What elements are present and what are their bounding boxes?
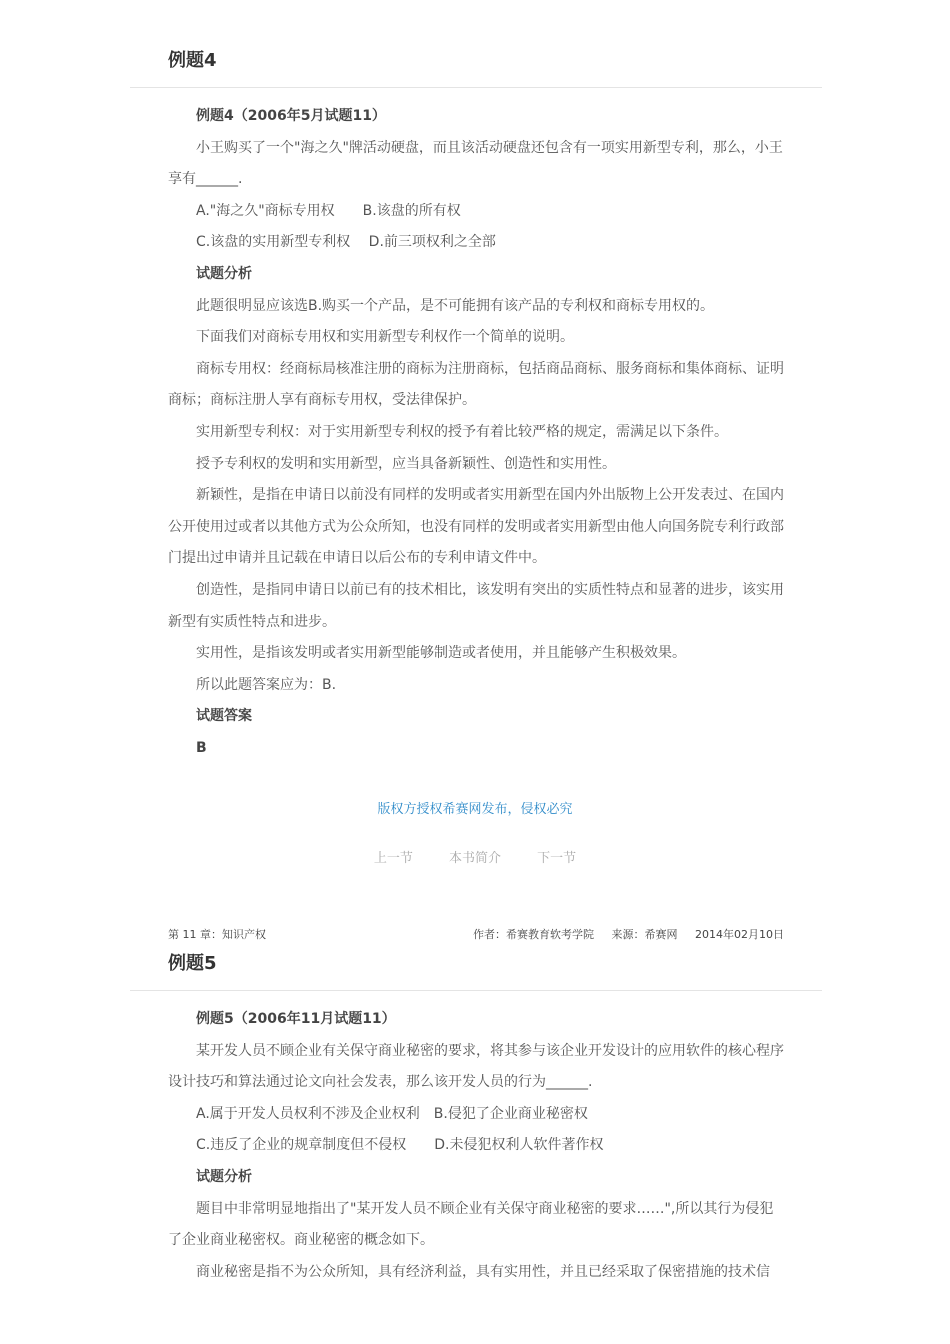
bold-paragraph: 试题答案 bbox=[196, 708, 252, 725]
section-title-example-4: 例题4 bbox=[168, 50, 217, 71]
chapter-navigation bbox=[0, 847, 950, 866]
book-intro-link[interactable]: 本书简介 bbox=[448, 851, 501, 866]
paragraph: 实用性，是指该发明或者实用新型能够制造或者使用，并且能够产生积极效果。 bbox=[196, 645, 686, 662]
article-meta bbox=[459, 926, 784, 942]
paragraph: 题目中非常明显地指出了"某开发人员不顾企业有关保守商业秘密的要求……",所以其行为侵犯了企业商业秘密权。商业秘密的概念如下。 bbox=[168, 1200, 774, 1249]
date-label: 2014年02月10日 bbox=[695, 928, 784, 941]
source-label: 来源：希赛网 bbox=[611, 928, 678, 941]
paragraph: 创造性，是指同申请日以前已有的技术相比，该发明有突出的实质性特点和显著的进步，该实用新型有实质性特点和进步。 bbox=[168, 581, 784, 630]
paragraph: 新颖性，是指在申请日以前没有同样的发明或者实用新型在国内外出版物上公开发表过、在国内公开使用过或者以其他方式为公众所知，也没有同样的发明或者实用新型由他人向国务院专利行政部门提出过申请并且记载在申请日以后公布的专利申请文件中。 bbox=[168, 487, 784, 567]
next-section-link[interactable]: 下一节 bbox=[537, 851, 577, 866]
divider bbox=[130, 990, 822, 991]
bold-paragraph: B bbox=[196, 739, 207, 756]
paragraph: A.属于开发人员权利不涉及企业权利 B.侵犯了企业商业秘密权 bbox=[196, 1105, 588, 1122]
chapter-label: 第 11 章：知识产权 bbox=[168, 928, 266, 941]
paragraph: 商标专用权：经商标局核准注册的商标为注册商标，包括商品商标、服务商标和集体商标、证明商标；商标注册人享有商标专用权，受法律保护。 bbox=[168, 360, 784, 409]
bold-paragraph: 试题分析 bbox=[196, 1168, 252, 1185]
copyright-notice: 版权方授权希赛网发布，侵权必究 bbox=[377, 802, 573, 817]
paragraph: 某开发人员不顾企业有关保守商业秘密的要求，将其参与该企业开发设计的应用软件的核心程序设计技巧和算法通过论文向社会发表，那么该开发人员的行为______. bbox=[168, 1042, 784, 1091]
bold-paragraph: 例题4（2006年5月试题11） bbox=[196, 108, 386, 124]
paragraph: 此题很明显应该选B.购买一个产品，是不可能拥有该产品的专利权和商标专用权的。 bbox=[196, 297, 715, 314]
paragraph: 商业秘密是指不为公众所知，具有经济利益，具有实用性，并且已经采取了保密措施的技术信 bbox=[196, 1263, 770, 1280]
paragraph: C.该盘的实用新型专利权 D.前三项权利之全部 bbox=[196, 234, 496, 251]
paragraph: A."海之久"商标专用权 B.该盘的所有权 bbox=[196, 202, 461, 219]
example-4-content bbox=[168, 101, 784, 764]
paragraph: 下面我们对商标专用权和实用新型专利权作一个简单的说明。 bbox=[196, 329, 574, 346]
divider bbox=[130, 87, 822, 88]
section-title-example-5: 例题5 bbox=[168, 953, 217, 974]
paragraph: C.违反了企业的规章制度但不侵权 D.未侵犯权利人软件著作权 bbox=[196, 1137, 604, 1154]
author-label: 作者：希赛教育软考学院 bbox=[473, 928, 594, 941]
paragraph: 实用新型专利权：对于实用新型专利权的授予有着比较严格的规定，需满足以下条件。 bbox=[196, 423, 728, 440]
bold-paragraph: 试题分析 bbox=[196, 265, 252, 282]
bold-paragraph: 例题5（2006年11月试题11） bbox=[196, 1011, 396, 1027]
paragraph: 小王购买了一个"海之久"牌活动硬盘，而且该活动硬盘还包含有一项实用新型专利，那么，小王享有______. bbox=[168, 139, 783, 188]
prev-section-link[interactable]: 上一节 bbox=[373, 851, 413, 866]
paragraph: 授予专利权的发明和实用新型，应当具备新颖性、创造性和实用性。 bbox=[196, 455, 616, 472]
paragraph: 所以此题答案应为：B. bbox=[196, 676, 337, 693]
example-5-content bbox=[168, 1004, 784, 1288]
